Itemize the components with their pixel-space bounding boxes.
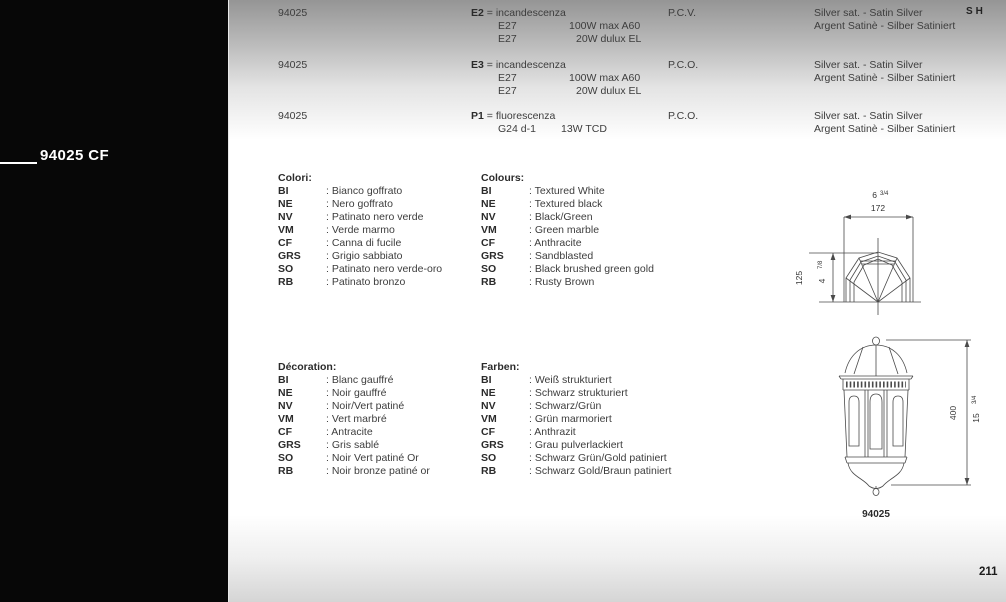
color-code: GRS xyxy=(278,439,301,451)
color-desc: : Noir Vert patiné Or xyxy=(326,452,419,464)
drawing-front-view xyxy=(839,337,981,520)
color-code: RB xyxy=(278,465,294,477)
color-code: VM xyxy=(278,224,294,236)
lamp-code: P1 xyxy=(471,110,484,122)
color-list-colori xyxy=(278,172,442,289)
color-desc: : Noir gauffré xyxy=(326,387,387,399)
color-item xyxy=(481,413,671,426)
dim-depth-inches: 4 xyxy=(817,278,827,284)
color-code: NE xyxy=(278,387,293,399)
color-item xyxy=(481,211,654,224)
color-desc: : Textured black xyxy=(529,198,603,210)
color-desc: : Schwarz Grün/Gold patiniert xyxy=(529,452,667,464)
color-desc: : Green marble xyxy=(529,224,600,236)
material-code: P.C.V. xyxy=(668,7,697,19)
dim-height-inches: 15 xyxy=(971,413,981,423)
color-code: CF xyxy=(278,426,292,438)
material-code: P.C.O. xyxy=(668,110,699,122)
corner-label: SH xyxy=(966,6,986,17)
lamp-code: E3 xyxy=(471,59,484,71)
color-item xyxy=(481,452,671,465)
color-desc: : Grigio sabbiato xyxy=(326,250,403,262)
page-content xyxy=(228,0,1006,602)
dim-depth-mm: 125 xyxy=(794,270,804,286)
color-desc: : Black brushed green gold xyxy=(529,263,654,275)
color-item xyxy=(481,465,671,478)
drawing-top-view xyxy=(794,190,921,315)
title-underline xyxy=(0,162,37,164)
lamp-type: = fluorescenza xyxy=(486,110,556,122)
color-code: NE xyxy=(481,198,496,210)
page-number: 211 xyxy=(979,566,998,578)
color-item xyxy=(481,374,671,387)
color-code: NV xyxy=(278,211,293,223)
color-item xyxy=(278,400,430,413)
drawing-product-code: 94025 xyxy=(862,509,890,520)
color-item xyxy=(481,426,671,439)
product-code: 94025 xyxy=(278,59,308,71)
lamp-power: 20W dulux EL xyxy=(576,85,642,97)
dim-depth-inches-fraction: 7/8 xyxy=(818,260,824,269)
color-code: NV xyxy=(481,211,496,223)
color-desc: : Anthracite xyxy=(529,237,582,249)
color-item xyxy=(278,452,430,465)
color-desc: : Vert marbré xyxy=(326,413,387,425)
lamp-socket: E27 xyxy=(498,20,517,32)
color-desc: : Verde marmo xyxy=(326,224,395,236)
lamp-type: = incandescenza xyxy=(486,59,566,71)
color-code: BI xyxy=(481,185,492,197)
color-desc: : Schwarz Gold/Braun patiniert xyxy=(529,465,672,477)
color-code: CF xyxy=(481,237,495,249)
color-item xyxy=(481,250,654,263)
dim-height-mm: 400 xyxy=(948,405,958,421)
spec-row xyxy=(229,110,1006,150)
material-code: P.C.O. xyxy=(668,59,699,71)
product-code: 94025 xyxy=(278,110,308,122)
color-item xyxy=(278,263,442,276)
color-code: CF xyxy=(278,237,292,249)
color-item xyxy=(278,198,442,211)
color-item xyxy=(481,276,654,289)
spec-row xyxy=(229,59,1006,99)
color-desc: : Patinato nero verde-oro xyxy=(326,263,443,275)
lamp-socket: E27 xyxy=(498,33,517,45)
color-desc: : Blanc gauffré xyxy=(326,374,394,386)
color-item xyxy=(278,237,442,250)
color-desc: : Anthrazit xyxy=(529,426,576,438)
color-code: VM xyxy=(481,413,497,425)
lamp-power: 100W max A60 xyxy=(569,72,641,84)
color-desc: : Nero goffrato xyxy=(326,198,393,210)
color-desc: : Patinato nero verde xyxy=(326,211,424,223)
color-item xyxy=(278,465,430,478)
color-desc: : Schwarz/Grün xyxy=(529,400,602,412)
color-code: BI xyxy=(278,185,289,197)
dim-width-inches: 6 xyxy=(872,190,877,200)
color-item xyxy=(278,439,430,452)
color-desc: : Antracite xyxy=(326,426,373,438)
lamp-code: E2 xyxy=(471,7,484,19)
product-code: 94025 xyxy=(278,7,308,19)
color-list-decoration xyxy=(278,361,430,478)
color-desc: : Weiß strukturiert xyxy=(529,374,612,386)
color-list-title: Colours: xyxy=(481,172,525,184)
color-desc: : Canna di fucile xyxy=(326,237,402,249)
color-item xyxy=(481,387,671,400)
color-item xyxy=(481,198,654,211)
lamp-spec-head xyxy=(471,110,555,123)
color-code: NE xyxy=(278,198,293,210)
color-code: NV xyxy=(278,400,293,412)
color-code: GRS xyxy=(278,250,301,262)
spec-row xyxy=(229,7,1006,47)
color-desc: : Rusty Brown xyxy=(529,276,595,288)
lamp-power: 100W max A60 xyxy=(569,20,641,32)
color-desc: : Black/Green xyxy=(529,211,593,223)
color-code: BI xyxy=(278,374,289,386)
color-code: RB xyxy=(481,276,497,288)
finish-line: Argent Satinè - Silber Satiniert xyxy=(814,72,956,84)
color-desc: : Noir bronze patiné or xyxy=(326,465,430,477)
product-title: 94025 CF xyxy=(40,147,110,164)
color-code: GRS xyxy=(481,439,504,451)
dim-width-inches-fraction: 3/4 xyxy=(880,191,889,197)
color-desc: : Bianco goffrato xyxy=(326,185,403,197)
color-item xyxy=(278,224,442,237)
color-code: SO xyxy=(481,263,497,275)
color-item xyxy=(481,263,654,276)
color-item xyxy=(481,224,654,237)
lamp-type: = incandescenza xyxy=(486,7,566,19)
color-desc: : Sandblasted xyxy=(529,250,594,262)
color-item xyxy=(278,250,442,263)
color-code: NV xyxy=(481,400,496,412)
finish-line: Argent Satinè - Silber Satiniert xyxy=(814,20,956,32)
color-code: RB xyxy=(278,276,294,288)
color-desc: : Noir/Vert patiné xyxy=(326,400,405,412)
finish-line: Silver sat. - Satin Silver xyxy=(814,59,923,71)
lamp-spec-head xyxy=(471,59,566,72)
color-item xyxy=(481,185,654,198)
color-list-farben xyxy=(481,361,671,478)
color-code: CF xyxy=(481,426,495,438)
finish-line: Silver sat. - Satin Silver xyxy=(814,110,923,122)
lamp-socket: E27 xyxy=(498,72,517,84)
lamp-spec-head xyxy=(471,7,566,20)
dim-height-inches-fraction: 3/4 xyxy=(972,395,978,404)
color-list-title: Décoration: xyxy=(278,361,337,373)
color-desc: : Schwarz strukturiert xyxy=(529,387,628,399)
color-code: BI xyxy=(481,374,492,386)
color-item xyxy=(278,185,442,198)
color-list-colours xyxy=(481,172,654,289)
finish-line: Argent Satinè - Silber Satiniert xyxy=(814,123,956,135)
color-item xyxy=(278,413,430,426)
color-item xyxy=(278,211,442,224)
color-list-title: Farben: xyxy=(481,361,520,373)
color-item xyxy=(481,400,671,413)
color-code: RB xyxy=(481,465,497,477)
color-code: VM xyxy=(278,413,294,425)
color-desc: : Grün marmoriert xyxy=(529,413,612,425)
technical-drawings xyxy=(791,180,1006,525)
color-item xyxy=(278,387,430,400)
lamp-power: 13W TCD xyxy=(561,123,607,135)
color-item xyxy=(278,276,442,289)
lamp-socket: E27 xyxy=(498,85,517,97)
color-item xyxy=(278,426,430,439)
finish-line: Silver sat. - Satin Silver xyxy=(814,7,923,19)
color-desc: : Gris sablé xyxy=(326,439,380,451)
color-item xyxy=(481,237,654,250)
dim-width-mm: 172 xyxy=(870,203,886,213)
color-desc: : Patinato bronzo xyxy=(326,276,406,288)
color-code: VM xyxy=(481,224,497,236)
color-desc: : Textured White xyxy=(529,185,605,197)
color-code: SO xyxy=(278,263,294,275)
left-sidebar xyxy=(0,0,228,602)
color-code: GRS xyxy=(481,250,504,262)
color-item xyxy=(481,439,671,452)
color-code: NE xyxy=(481,387,496,399)
color-list-title: Colori: xyxy=(278,172,312,184)
color-item xyxy=(278,374,430,387)
color-code: SO xyxy=(481,452,497,464)
lamp-socket: G24 d-1 xyxy=(498,123,536,135)
color-code: SO xyxy=(278,452,294,464)
color-desc: : Grau pulverlackiert xyxy=(529,439,623,451)
lamp-power: 20W dulux EL xyxy=(576,33,642,45)
